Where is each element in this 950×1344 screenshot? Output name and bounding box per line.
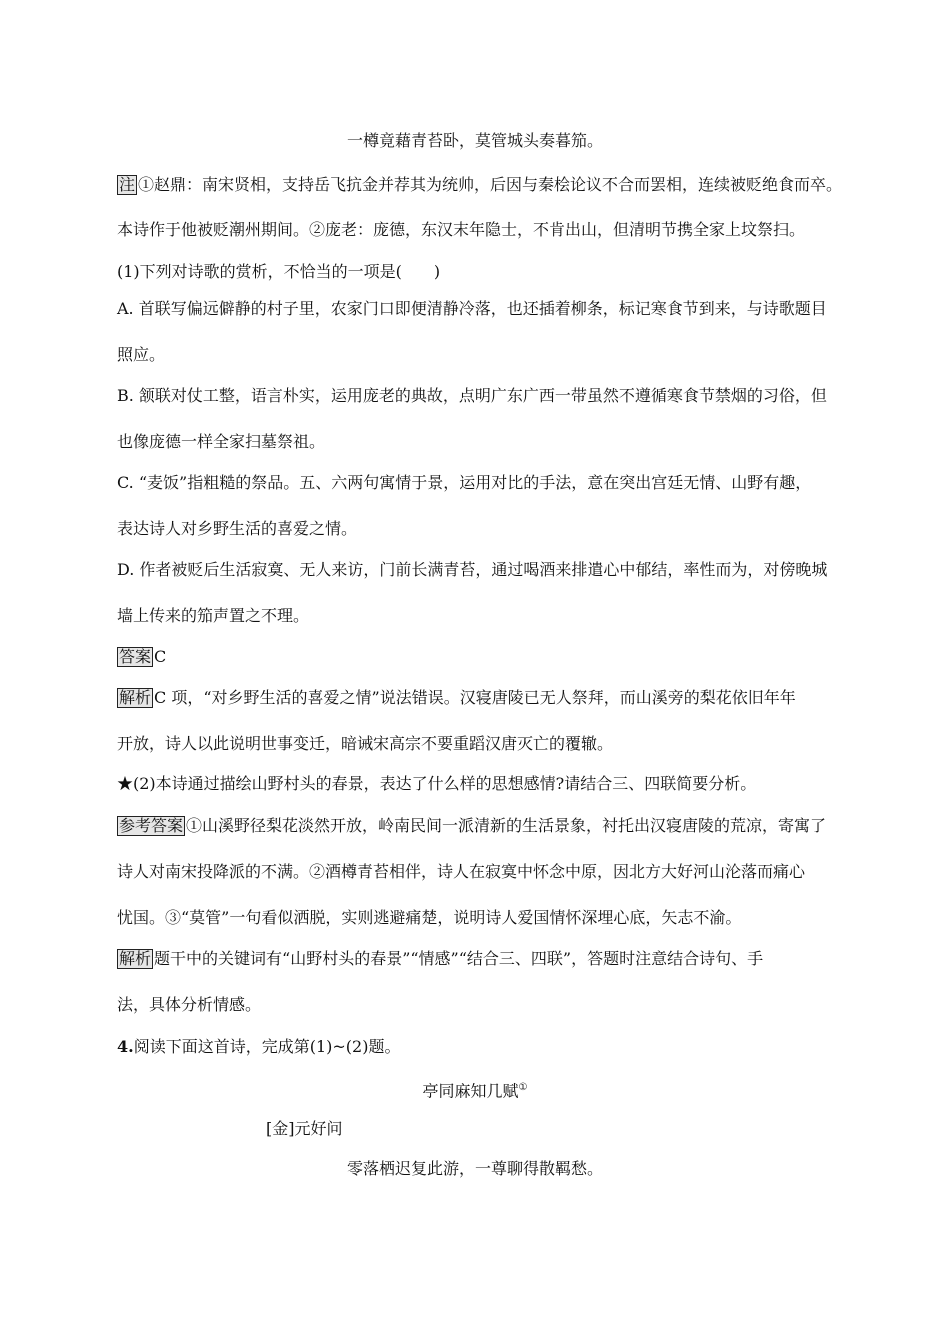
option-c-line-1: C. “麦饭”指粗糙的祭品。五、六两句寓情于景，运用对比的手法，意在突出宫廷无情、山野有趣， xyxy=(117,473,812,492)
option-a-line-2: 照应。 xyxy=(117,345,166,364)
question-4-text: 阅读下面这首诗，完成第(1)~(2)题。 xyxy=(133,1037,401,1056)
poem-line: 一樽竟藉青苔卧，莫管城头奏暮笳。 xyxy=(346,131,603,150)
poem-author: [金]元好问 xyxy=(266,1119,343,1138)
analysis-text-1: C 项，“对乡野生活的喜爱之情”说法错误。汉寝唐陵已无人祭拜，而山溪旁的梨花依旧年年 xyxy=(154,688,796,707)
analysis-tag: 解析 xyxy=(119,688,152,707)
analysis-2-line-2: 法，具体分析情感。 xyxy=(117,995,262,1014)
poem-title-note-mark: ① xyxy=(518,1082,528,1093)
reference-answer-line-3: 忧国。③“莫管”一句看似洒脱，实则逃避痛楚，说明诗人爱国情怀深埋心底，矢志不渝。 xyxy=(117,908,742,927)
reference-answer-tag: 参考答案 xyxy=(119,816,184,835)
question-2-stem: ★(2)本诗通过描绘山野村头的春景，表达了什么样的思想感情?请结合三、四联简要分析。 xyxy=(117,774,757,793)
option-d-line-2: 墙上传来的笳声置之不理。 xyxy=(117,606,310,625)
note-line-1 xyxy=(117,174,843,196)
analysis-1-line-2: 开放，诗人以此说明世事变迁，暗诫宋高宗不要重蹈汉唐灭亡的覆辙。 xyxy=(117,734,614,753)
question-number: 4. xyxy=(117,1037,134,1056)
note-text-1: ①赵鼎：南宋贤相，支持岳飞抗金并荐其为统帅，后因与秦桧论议不合而罢相，连续被贬绝食而卒。 xyxy=(138,175,843,194)
analysis-text-2: 题干中的关键词有“山野村头的春景”“情感”“结合三、四联”，答题时注意结合诗句、手 xyxy=(154,949,764,968)
option-b-line-2: 也像庞德一样全家扫墓祭祖。 xyxy=(117,432,326,451)
reference-answer-line-1 xyxy=(117,815,837,837)
question-1-stem: (1)下列对诗歌的赏析，不恰当的一项是( ) xyxy=(117,262,441,281)
option-a-line-1: A. 首联写偏远僻静的村子里，农家门口即便清静冷落，也还插着柳条，标记寒食节到来，与诗歌题目 xyxy=(117,299,827,318)
analysis-2-line-1 xyxy=(117,948,837,970)
note-tag: 注 xyxy=(119,175,136,194)
reference-answer-text-1: ①山溪野径梨花淡然开放，岭南民间一派清新的生活景象，衬托出汉寝唐陵的荒凉，寄寓了 xyxy=(186,816,827,835)
option-b-line-1: B. 颔联对仗工整，语言朴实，运用庞老的典故，点明广东广西一带虽然不遵循寒食节禁烟的习俗，但 xyxy=(117,386,827,405)
analysis-tag: 解析 xyxy=(119,949,152,968)
question-4-stem xyxy=(117,1036,837,1058)
reference-answer-line-2: 诗人对南宋投降派的不满。②酒樽青苔相伴，诗人在寂寞中怀念中原，因北方大好河山沦落而痛心 xyxy=(117,862,806,881)
answer-line xyxy=(117,646,837,668)
poem-title-text: 亭同麻知几赋 xyxy=(422,1081,519,1101)
answer-value: C xyxy=(154,647,167,666)
poem-first-line: 零落栖迟复此游，一尊聊得散羁愁。 xyxy=(346,1159,603,1178)
option-d-line-1: D. 作者被贬后生活寂寞、无人来访，门前长满青苔，通过喝酒来排遣心中郁结，率性而为，对傍晚城 xyxy=(117,560,828,579)
analysis-1-line-1 xyxy=(117,687,837,709)
note-line-2: 本诗作于他被贬潮州期间。②庞老：庞德，东汉末年隐士，不肯出山，但清明节携全家上坟祭扫。 xyxy=(117,220,806,239)
option-c-line-2: 表达诗人对乡野生活的喜爱之情。 xyxy=(117,519,358,538)
answer-tag: 答案 xyxy=(119,647,152,666)
poem-title xyxy=(0,1077,950,1102)
